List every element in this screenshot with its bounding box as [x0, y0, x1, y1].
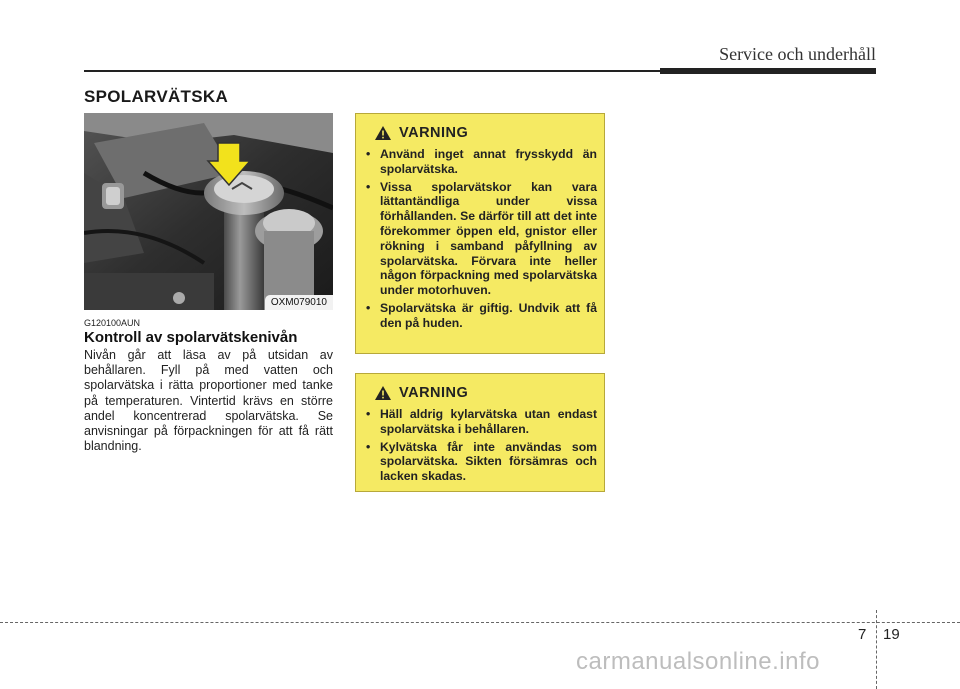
- warning-triangle-icon: [375, 386, 391, 400]
- warning-box: [355, 113, 605, 354]
- footer-dashed-divider: [876, 610, 877, 689]
- warning-header: [364, 382, 597, 404]
- engine-photo: [84, 113, 333, 310]
- warning-label: VARNING: [399, 385, 469, 401]
- footer-dashed-line: [0, 622, 960, 623]
- warning-triangle-icon: [375, 126, 391, 140]
- doc-code: G120100AUN: [84, 318, 141, 328]
- watermark: carmanualsonline.info: [576, 648, 820, 675]
- body-paragraph: Nivån går att läsa av på utsidan av behållaren. Fyll på med vatten och spolarvätska i rätta proportioner med tanke på temperaturen. Vintertid krävs en större andel koncentrerad spolarvätska. Se anvisningar på förpackningen för att få rätt blandning.: [84, 348, 333, 454]
- warning-header: [364, 122, 597, 144]
- warning-item: • Använd inget annat frysskydd än spolarvätska.: [364, 147, 597, 177]
- warning-item: • Spolarvätska är giftig. Undvik att få den på huden.: [364, 301, 597, 331]
- section-title: SPOLARVÄTSKA: [84, 87, 229, 106]
- header-title: Service och underhåll: [719, 44, 876, 64]
- washer-reservoir-illustration: [84, 113, 333, 310]
- warning-list: [364, 147, 597, 331]
- chapter-number: 7: [858, 626, 867, 643]
- warning-item: • Kylvätska får inte användas som spolarvätska. Sikten försämras och lacken skadas.: [364, 440, 597, 484]
- warning-box: [355, 373, 605, 492]
- page-number: 19: [883, 626, 900, 643]
- sub-heading: Kontroll av spolarvätskenivån: [84, 329, 298, 346]
- photo-code-label: OXM079010: [265, 295, 333, 310]
- warning-item: • Vissa spolarvätskor kan vara lättantändliga under vissa förhållanden. Se därför till att det inte förekommer öppen eld, gnistor eller rökning i samband påfyllning av spolarvätska. Förvara inte heller någon förpackning med spolarvätska under motorhuven.: [364, 180, 597, 298]
- header-bar: [660, 68, 876, 74]
- warning-label: VARNING: [399, 125, 469, 141]
- warning-list: [364, 407, 597, 484]
- warning-item: • Häll aldrig kylarvätska utan endast spolarvätska i behållaren.: [364, 407, 597, 437]
